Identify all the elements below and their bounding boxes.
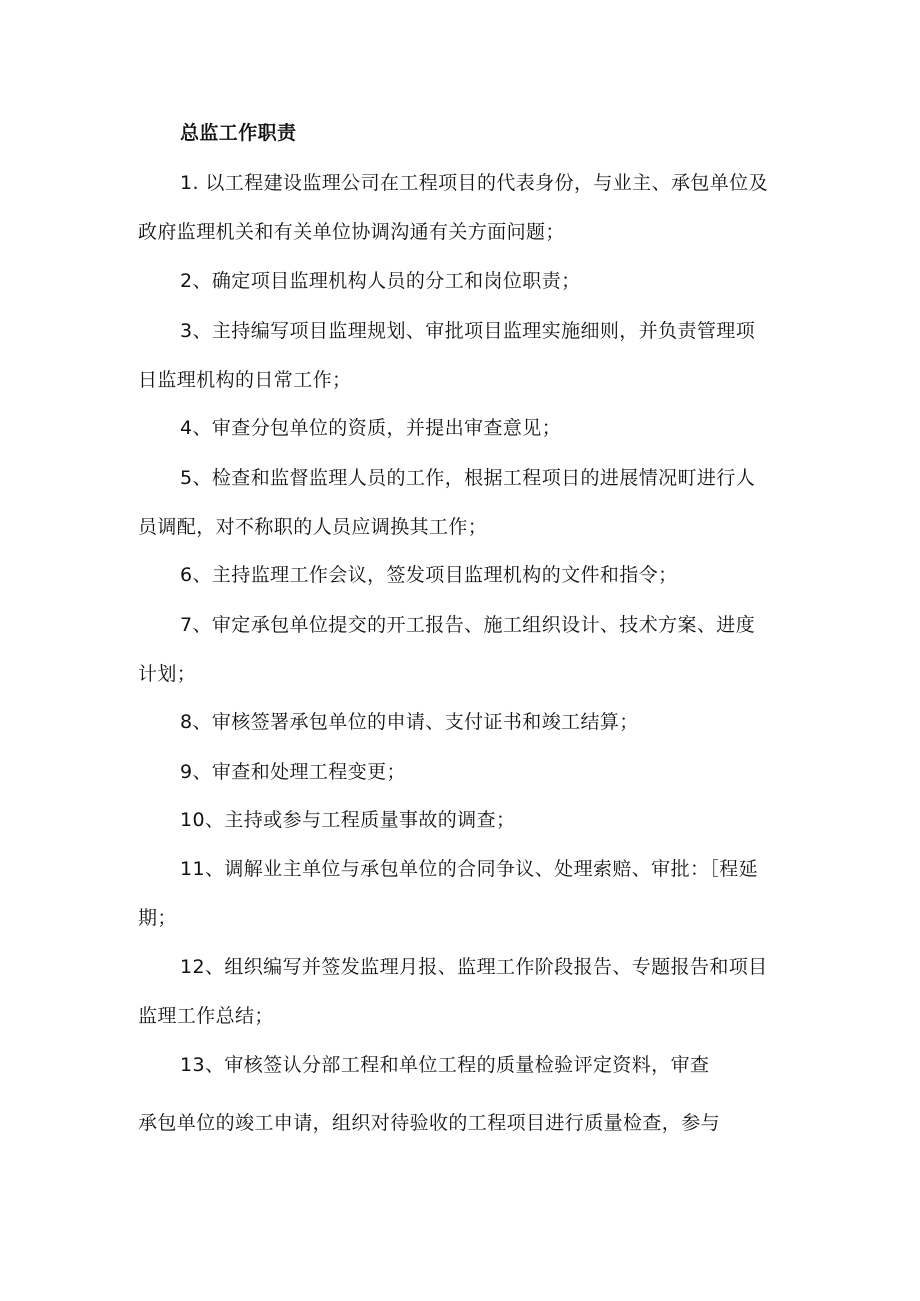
paragraph-line: 13、审核签认分部工程和单位工程的质量检验评定资料，审查 <box>180 1054 710 1076</box>
paragraph-line: 计划； <box>138 663 197 685</box>
paragraph-line: 承包单位的竣工申请，组织对待验收的工程项目进行质量检查，参与 <box>138 1112 721 1134</box>
paragraph-line: 10、主持或参与工程质量事故的调查； <box>180 809 516 831</box>
paragraph-line: 7、审定承包单位提交的开工报告、施工组织设计、技术方案、进度 <box>180 614 756 636</box>
paragraph-line: 11、调解业主单位与承包单位的合同争议、处理索赔、审批：［程延 <box>180 858 759 880</box>
paragraph-line: 4、审查分包单位的资质，并提出审查意见； <box>180 417 562 439</box>
paragraph-line: 日监理机构的日常工作； <box>138 369 352 391</box>
paragraph-line: 12、组织编写并签发监理月报、监理工作阶段报告、专题报告和项目 <box>180 956 768 978</box>
paragraph-line: 5、检查和监督监理人员的工作，根据工程项日的进展情况町进行人 <box>180 467 756 489</box>
paragraph-line: 1. 以工程建设监理公司在工程项目的代表身份，与业主、承包单位及 <box>180 172 768 194</box>
paragraph-line: 员调配，对不称职的人员应调换其工作； <box>138 516 488 538</box>
document-title: 总监工作职责 <box>180 122 297 144</box>
paragraph-line: 监理工作总结； <box>138 1005 274 1027</box>
paragraph-line: 8、审核签署承包单位的申请、支付证书和竣工结算； <box>180 711 639 733</box>
paragraph-line: 3、主持编写项目监理规划、审批项目监理实施细则，并负责管理项 <box>180 320 756 342</box>
paragraph-line: 期； <box>138 907 177 929</box>
paragraph-line: 9、审查和处理工程变更； <box>180 761 406 783</box>
paragraph-line: 2、确定项目监理机构人员的分工和岗位职责； <box>180 270 581 292</box>
paragraph-line: 政府监理机关和有关单位协调沟通有关方面问题； <box>138 221 565 243</box>
paragraph-line: 6、主持监理工作会议，签发项目监理机构的文件和指令； <box>180 564 678 586</box>
